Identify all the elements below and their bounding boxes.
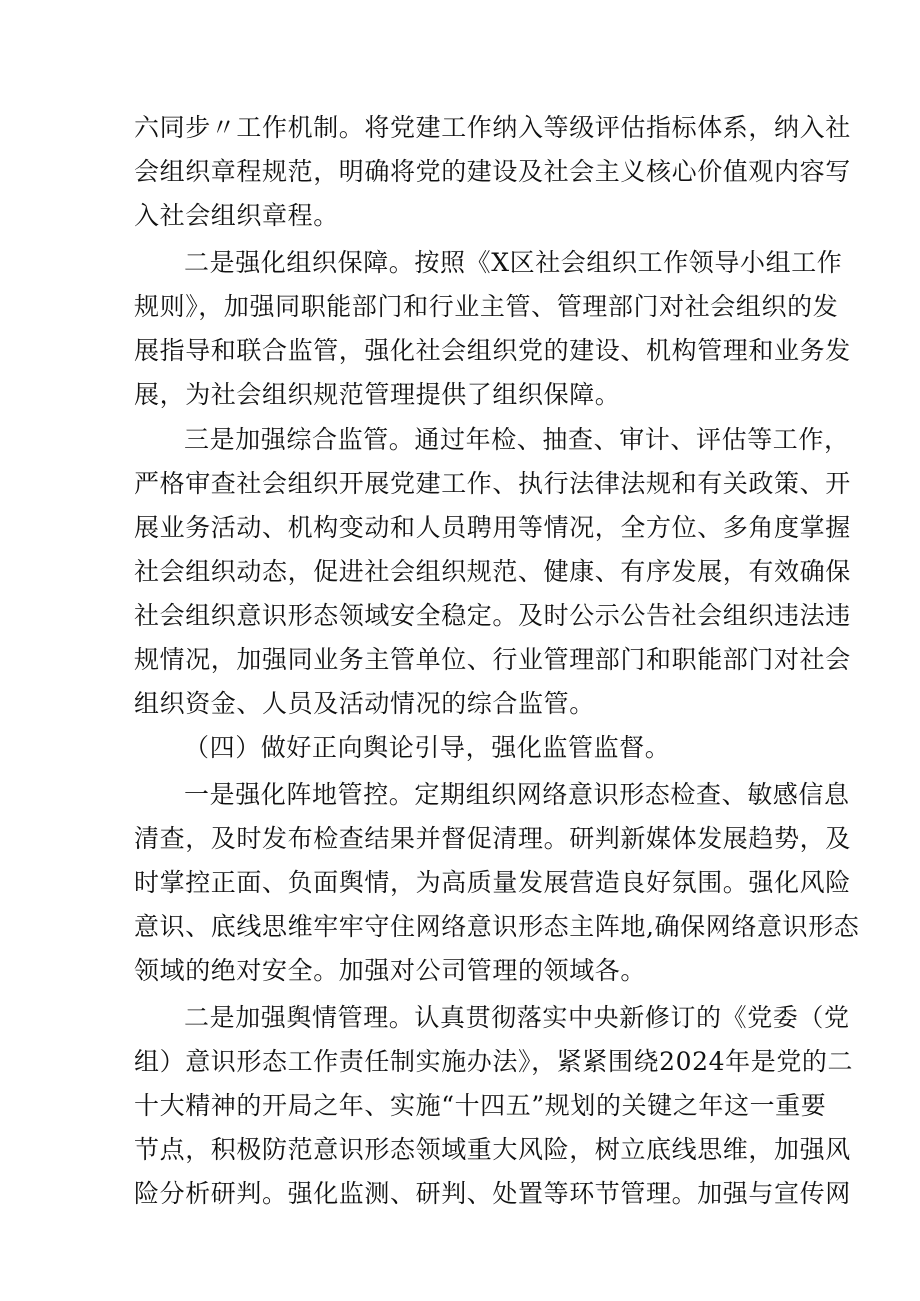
text-line: 清查，及时发布检查结果并督促清理。研判新媒体发展趋势，及 [134,824,851,853]
text-line: 十大精神的开局之年、实施“十四五”规划的关键之年这一重要 [134,1091,827,1120]
text-line: 规则》，加强同职能部门和行业主管、管理部门对社会组织的发 [134,292,839,321]
paragraph-first-line: 二是强化组织保障。按照《X区社会组织工作领导小组工作 [184,248,843,277]
text-line: 社会组织动态，促进社会组织规范、健康、有序发展，有效确保 [134,557,851,586]
text-line: 社会组织意识形态领域安全稳定。及时公示公告社会组织违法违 [134,601,851,630]
paragraph-first-line: 二是加强舆情管理。认真贯彻落实中央新修订的《党委（党 [184,1003,850,1032]
text-line: 组织资金、人员及活动情况的综合监管。 [134,689,595,718]
text-line: 险分析研判。强化监测、研判、处置等环节管理。加强与宣传网 [134,1179,851,1208]
text-line: 严格审查社会组织开展党建工作、执行法律法规和有关政策、开 [134,469,851,498]
text-line: 节点，积极防范意识形态领域重大风险，树立底线思维，加强风 [134,1135,851,1164]
text-line: 六同步〃工作机制。将党建工作纳入等级评估指标体系，纳入社 [134,113,851,142]
text-line: 入社会组织章程。 [134,201,339,230]
paragraph-first-line: 三是加强综合监管。通过年检、抽查、审计、评估等工作， [184,425,850,454]
text-line: 规情况，加强同业务主管单位、行业管理部门和职能部门对社会 [134,645,851,674]
text-line: 展，为社会组织规范管理提供了组织保障。 [134,380,621,409]
text-line: 领域的绝对安全。加强对公司管理的领域各。 [134,956,647,985]
text-line: 展指导和联合监管，强化社会组织党的建设、机构管理和业务发 [134,336,851,365]
paragraph-first-line: 一是强化阵地管控。定期组织网络意识形态检查、敏感信息 [184,780,850,809]
text-line: 展业务活动、机构变动和人员聘用等情况，全方位、多角度掌握 [134,513,851,542]
text-line: 会组织章程规范，明确将党的建设及社会主义核心价值观内容写 [134,157,851,186]
text-line: 时掌控正面、负面舆情，为高质量发展营造良好氛围。强化风险 [134,868,851,897]
section-heading: （四）做好正向舆论引导，强化监管监督。 [184,733,671,762]
text-line: 意识、底线思维牢牢守住网络意识形态主阵地,确保网络意识形态 [134,912,860,941]
text-line: 组）意识形态工作责任制实施办法》，紧紧围绕2024年是党的二 [134,1047,854,1076]
